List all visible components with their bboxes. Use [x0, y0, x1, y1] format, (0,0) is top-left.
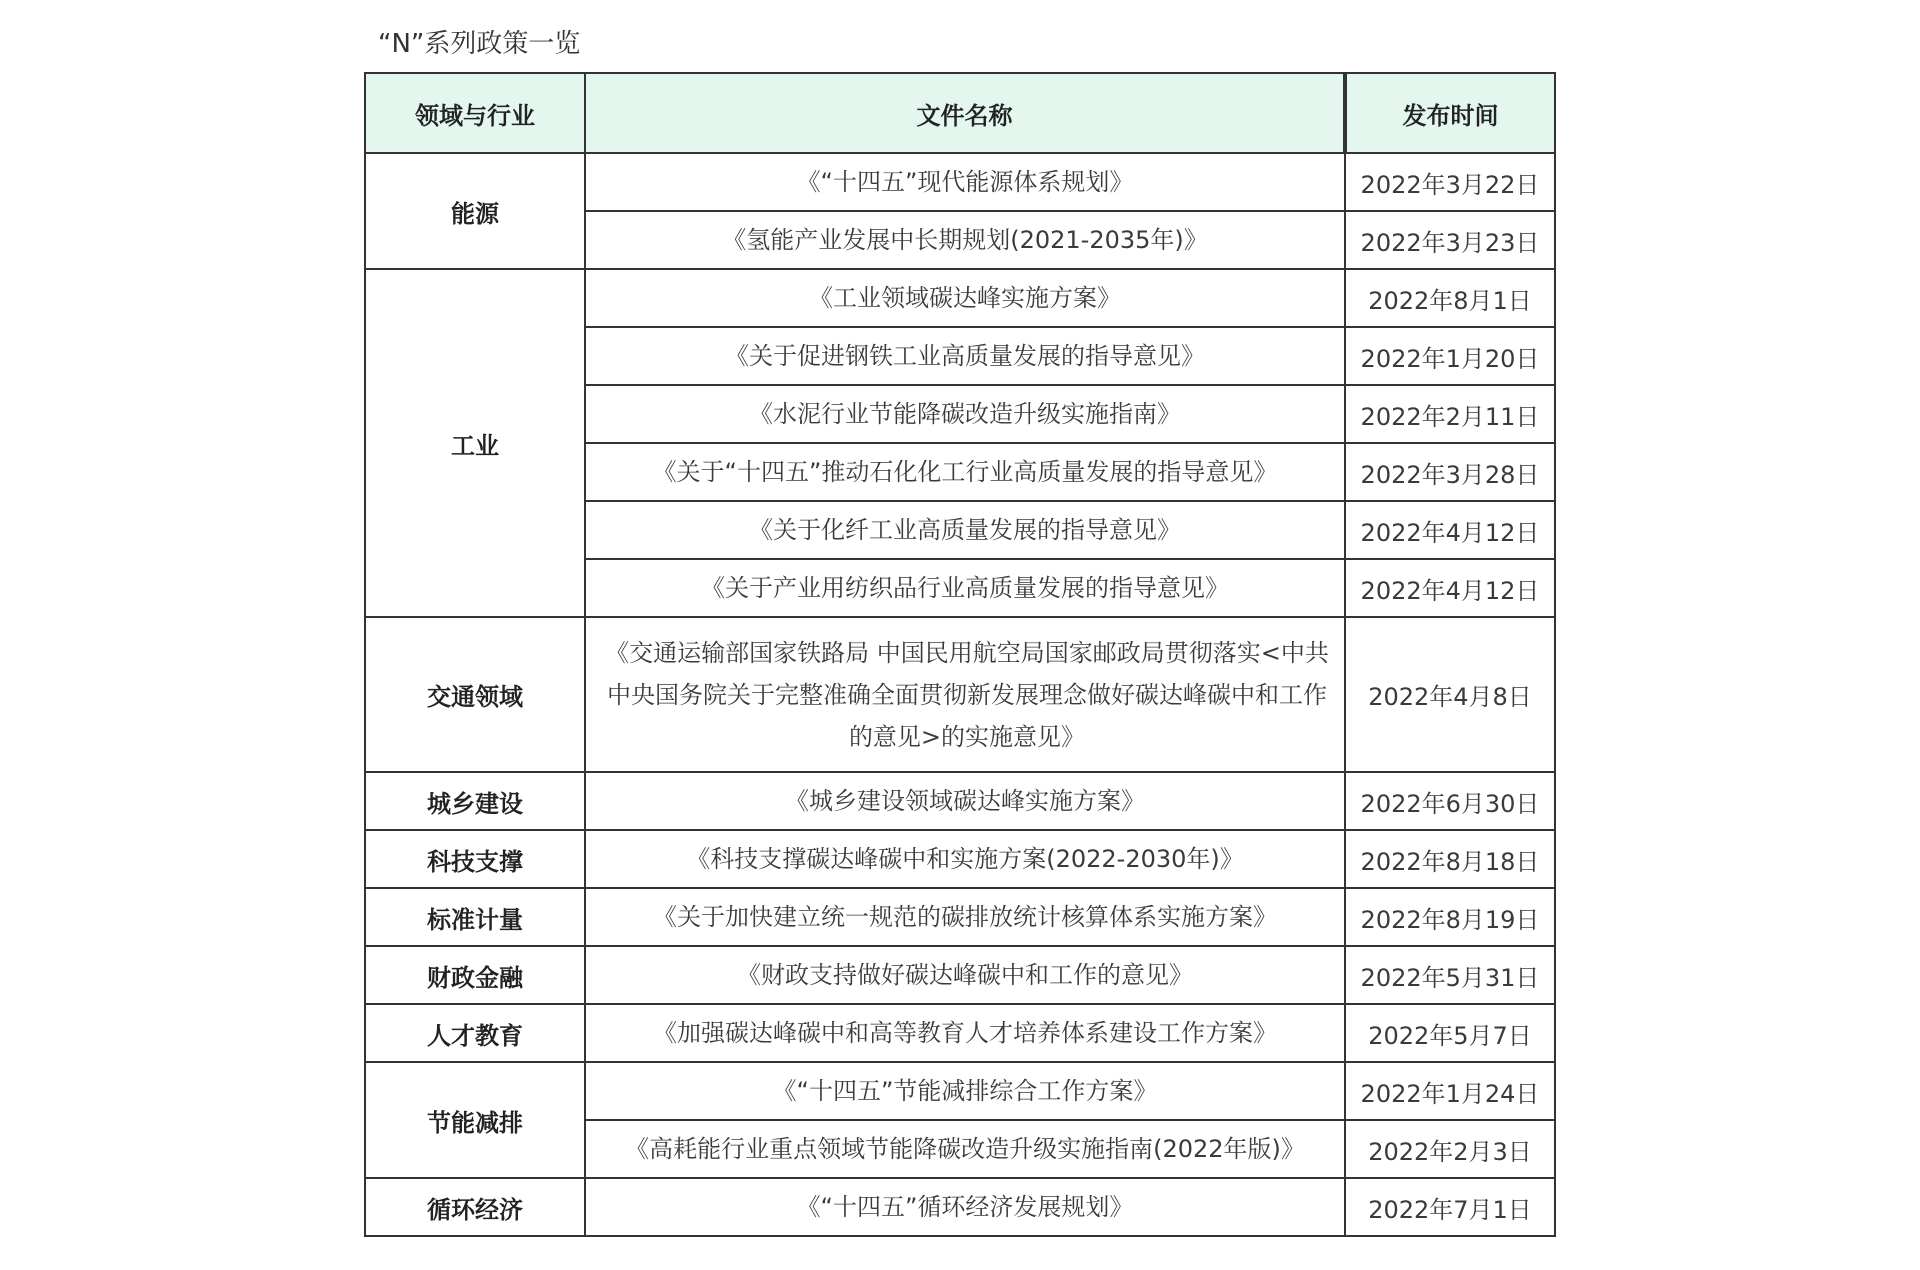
date-cell: 2022年8月19日	[1345, 888, 1555, 946]
table-row	[365, 1004, 1555, 1062]
document-cell: 《高耗能行业重点领域节能降碳改造升级实施指南(2022年版)》	[585, 1120, 1345, 1178]
table-row	[365, 617, 1555, 772]
date-cell: 2022年3月22日	[1345, 153, 1555, 211]
header-document-name: 文件名称	[585, 73, 1345, 153]
domain-cell: 人才教育	[365, 1004, 585, 1062]
date-cell: 2022年5月7日	[1345, 1004, 1555, 1062]
document-cell: 《关于化纤工业高质量发展的指导意见》	[585, 501, 1345, 559]
document-cell: 《关于产业用纺织品行业高质量发展的指导意见》	[585, 559, 1345, 617]
table-row	[365, 1062, 1555, 1120]
domain-cell: 财政金融	[365, 946, 585, 1004]
domain-cell: 交通领域	[365, 617, 585, 772]
table-row	[365, 772, 1555, 830]
document-cell: 《科技支撑碳达峰碳中和实施方案(2022-2030年)》	[585, 830, 1345, 888]
date-cell: 2022年8月1日	[1345, 269, 1555, 327]
table-row	[365, 269, 1555, 327]
date-cell: 2022年4月8日	[1345, 617, 1555, 772]
document-cell: 《关于“十四五”推动石化化工行业高质量发展的指导意见》	[585, 443, 1345, 501]
header-publish-date: 发布时间	[1345, 73, 1555, 153]
date-cell: 2022年3月23日	[1345, 211, 1555, 269]
date-cell: 2022年5月31日	[1345, 946, 1555, 1004]
domain-cell: 科技支撑	[365, 830, 585, 888]
date-cell: 2022年2月3日	[1345, 1120, 1555, 1178]
date-cell: 2022年1月20日	[1345, 327, 1555, 385]
document-cell: 《“十四五”循环经济发展规划》	[585, 1178, 1345, 1236]
domain-cell: 城乡建设	[365, 772, 585, 830]
date-cell: 2022年2月11日	[1345, 385, 1555, 443]
domain-cell: 循环经济	[365, 1178, 585, 1236]
domain-cell: 工业	[365, 269, 585, 617]
document-cell: 《关于促进钢铁工业高质量发展的指导意见》	[585, 327, 1345, 385]
date-cell: 2022年4月12日	[1345, 501, 1555, 559]
document-cell: 《加强碳达峰碳中和高等教育人才培养体系建设工作方案》	[585, 1004, 1345, 1062]
document-cell: 《交通运输部国家铁路局 中国民用航空局国家邮政局贯彻落实<中共中央国务院关于完整准确全面贯彻新发展理念做好碳达峰碳中和工作的意见>的实施意见》	[585, 617, 1345, 772]
document-cell: 《关于加快建立统一规范的碳排放统计核算体系实施方案》	[585, 888, 1345, 946]
table-row	[365, 153, 1555, 211]
policy-table	[364, 72, 1556, 1237]
document-cell: 《工业领域碳达峰实施方案》	[585, 269, 1345, 327]
document-cell: 《财政支持做好碳达峰碳中和工作的意见》	[585, 946, 1345, 1004]
header-domain: 领域与行业	[365, 73, 585, 153]
table-row	[365, 946, 1555, 1004]
date-cell: 2022年3月28日	[1345, 443, 1555, 501]
document-cell: 《水泥行业节能降碳改造升级实施指南》	[585, 385, 1345, 443]
date-cell: 2022年7月1日	[1345, 1178, 1555, 1236]
date-cell: 2022年4月12日	[1345, 559, 1555, 617]
date-cell: 2022年1月24日	[1345, 1062, 1555, 1120]
document-cell: 《“十四五”现代能源体系规划》	[585, 153, 1345, 211]
date-cell: 2022年8月18日	[1345, 830, 1555, 888]
table-header-row	[365, 73, 1555, 153]
domain-cell: 节能减排	[365, 1062, 585, 1178]
domain-cell: 能源	[365, 153, 585, 269]
date-cell: 2022年6月30日	[1345, 772, 1555, 830]
document-cell: 《氢能产业发展中长期规划(2021-2035年)》	[585, 211, 1345, 269]
table-row	[365, 1178, 1555, 1236]
document-cell: 《“十四五”节能减排综合工作方案》	[585, 1062, 1345, 1120]
table-row	[365, 830, 1555, 888]
table-row	[365, 888, 1555, 946]
document-cell: 《城乡建设领域碳达峰实施方案》	[585, 772, 1345, 830]
table-caption: “N”系列政策一览	[378, 29, 581, 59]
domain-cell: 标准计量	[365, 888, 585, 946]
